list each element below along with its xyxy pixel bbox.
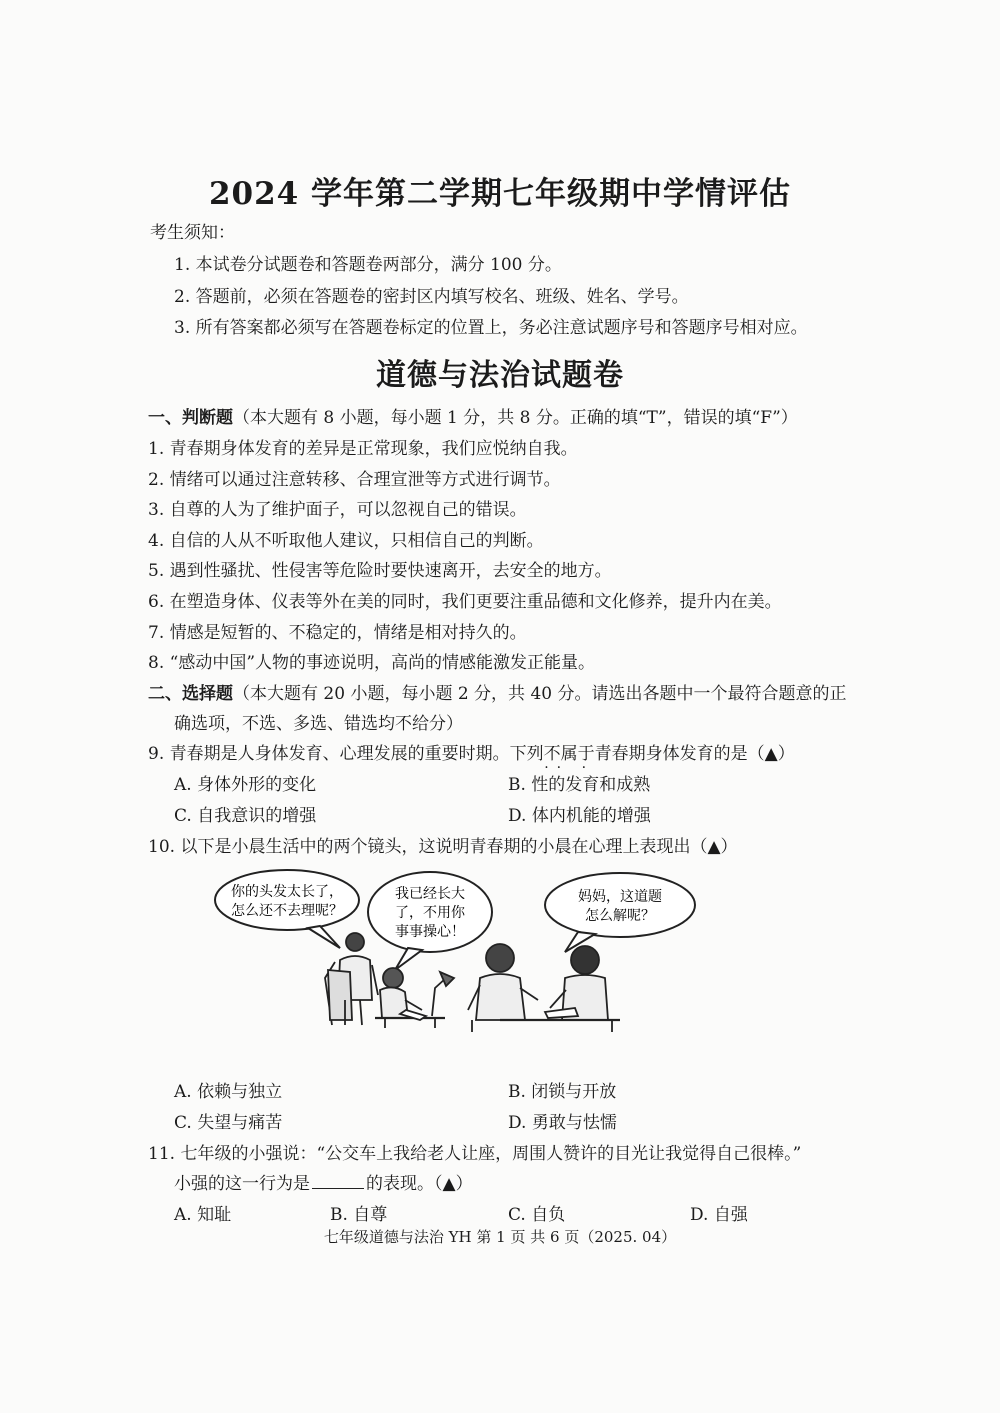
q9-stem-a: 9. 青春期是人身体发育、心理发展的重要时期。下列: [148, 744, 544, 764]
q10-option-a: A. 依赖与独立: [174, 1082, 283, 1102]
judge-item-6: 6. 在塑造身体、仪表等外在美的同时，我们更要注重品德和文化修养，提升内在美。: [148, 592, 782, 612]
notice-label: 考生须知：: [150, 223, 235, 243]
q9-option-a: A. 身体外形的变化: [174, 775, 317, 795]
judge-item-3: 3. 自尊的人为了维护面子，可以忽视自己的错误。: [148, 500, 527, 520]
q11-stem-line2: [174, 1169, 473, 1194]
q11-option-b: B. 自尊: [330, 1205, 388, 1225]
q9-option-c: C. 自我意识的增强: [174, 806, 317, 826]
q10-option-d: D. 勇敢与怯懦: [508, 1113, 617, 1133]
section1-label: 一、判断题: [148, 408, 233, 428]
bubble1-line2: 怎么还不去理呢？: [231, 903, 343, 919]
section2-label: 二、选择题: [148, 684, 233, 704]
exam-title: 2024 学年第二学期七年级期中学情评估: [208, 176, 792, 212]
q9-emph-text: 不属于: [543, 744, 595, 764]
q9-option-b: B. 性的发育和成熟: [508, 775, 651, 795]
judge-item-4: 4. 自信的人从不听取他人建议，只相信自己的判断。: [148, 531, 544, 551]
emphasis-dots: ·· ·: [544, 760, 595, 776]
speech-bubble-2: [368, 872, 492, 970]
bubble3-line1: 妈妈，这道题: [578, 889, 662, 905]
judge-item-5: 5. 遇到性骚扰、性侵害等危险时要快速离开，去安全的地方。: [148, 561, 612, 581]
section2-desc-cont: 确选项，不选、多选、错选均不给分）: [174, 714, 463, 734]
q9-stem-b: 青春期身体发育的是（▲）: [594, 744, 795, 764]
bubble1-line1: 你的头发太长了，: [231, 884, 343, 900]
section2-desc: （本大题有 20 小题，每小题 2 分，共 40 分。请选出各题中一个最符合题意的正: [233, 684, 847, 704]
notice-item-3: 3. 所有答案都必须写在答题卷标定的位置上，务必注意试题序号和答题序号相对应。: [174, 318, 808, 338]
bubble2-line2: 了，不用你: [395, 905, 465, 921]
page-footer: 七年级道德与法治 YH 第 1 页 共 6 页（2025. 04）: [323, 1228, 677, 1246]
q10-stem: 10. 以下是小晨生活中的两个镜头，这说明青春期的小晨在心理上表现出（▲）: [148, 837, 738, 857]
q11-option-a: A. 知耻: [174, 1205, 232, 1225]
section2-heading: [148, 679, 847, 704]
notice-item-2: 2. 答题前，必须在答题卷的密封区内填写校名、班级、姓名、学号。: [174, 287, 689, 307]
q11-option-c: C. 自负: [508, 1205, 566, 1225]
section1-desc: （本大题有 8 小题，每小题 1 分，共 8 分。正确的填“T”，错误的填“F”）: [233, 408, 798, 428]
q10-option-b: B. 闭锁与开放: [508, 1082, 617, 1102]
q11-option-d: D. 自强: [690, 1205, 748, 1225]
section1-heading: [148, 403, 798, 428]
q11-stem-line1: 11. 七年级的小强说：“公交车上我给老人让座，周围人赞许的目光让我觉得自己很棒。”: [148, 1144, 802, 1164]
judge-item-8: 8. “感动中国”人物的事迹说明，高尚的情感能激发正能量。: [148, 653, 596, 673]
speech-bubble-3: [545, 873, 695, 952]
q10-cartoon: [200, 860, 700, 1035]
q11-stem-a: 小强的这一行为是: [174, 1174, 310, 1194]
notice-item-1: 1. 本试卷分试题卷和答题卷两部分，满分 100 分。: [174, 255, 562, 275]
judge-item-2: 2. 情绪可以通过注意转移、合理宣泄等方式进行调节。: [148, 470, 561, 490]
subject-title: 道德与法治试题卷: [376, 358, 624, 393]
bubble2-line1: 我已经长大: [395, 886, 465, 902]
q9-stem-emph: [543, 744, 595, 776]
bubble3-line2: 怎么解呢？: [585, 908, 655, 924]
judge-item-1: 1. 青春期身体发育的差异是正常现象，我们应悦纳自我。: [148, 439, 578, 459]
judge-item-7: 7. 情感是短暂的、不稳定的，情绪是相对持久的。: [148, 623, 527, 643]
bubble2-line3: 事事操心！: [395, 924, 465, 940]
q10-option-c: C. 失望与痛苦: [174, 1113, 283, 1133]
answer-blank: [312, 1174, 364, 1189]
speech-bubble-1: [215, 870, 359, 948]
scene-mother-son-table: [468, 944, 620, 1032]
q9-stem: [148, 739, 795, 776]
q9-option-d: D. 体内机能的增强: [508, 806, 651, 826]
q11-stem-b: 的表现。（▲）: [366, 1174, 473, 1194]
